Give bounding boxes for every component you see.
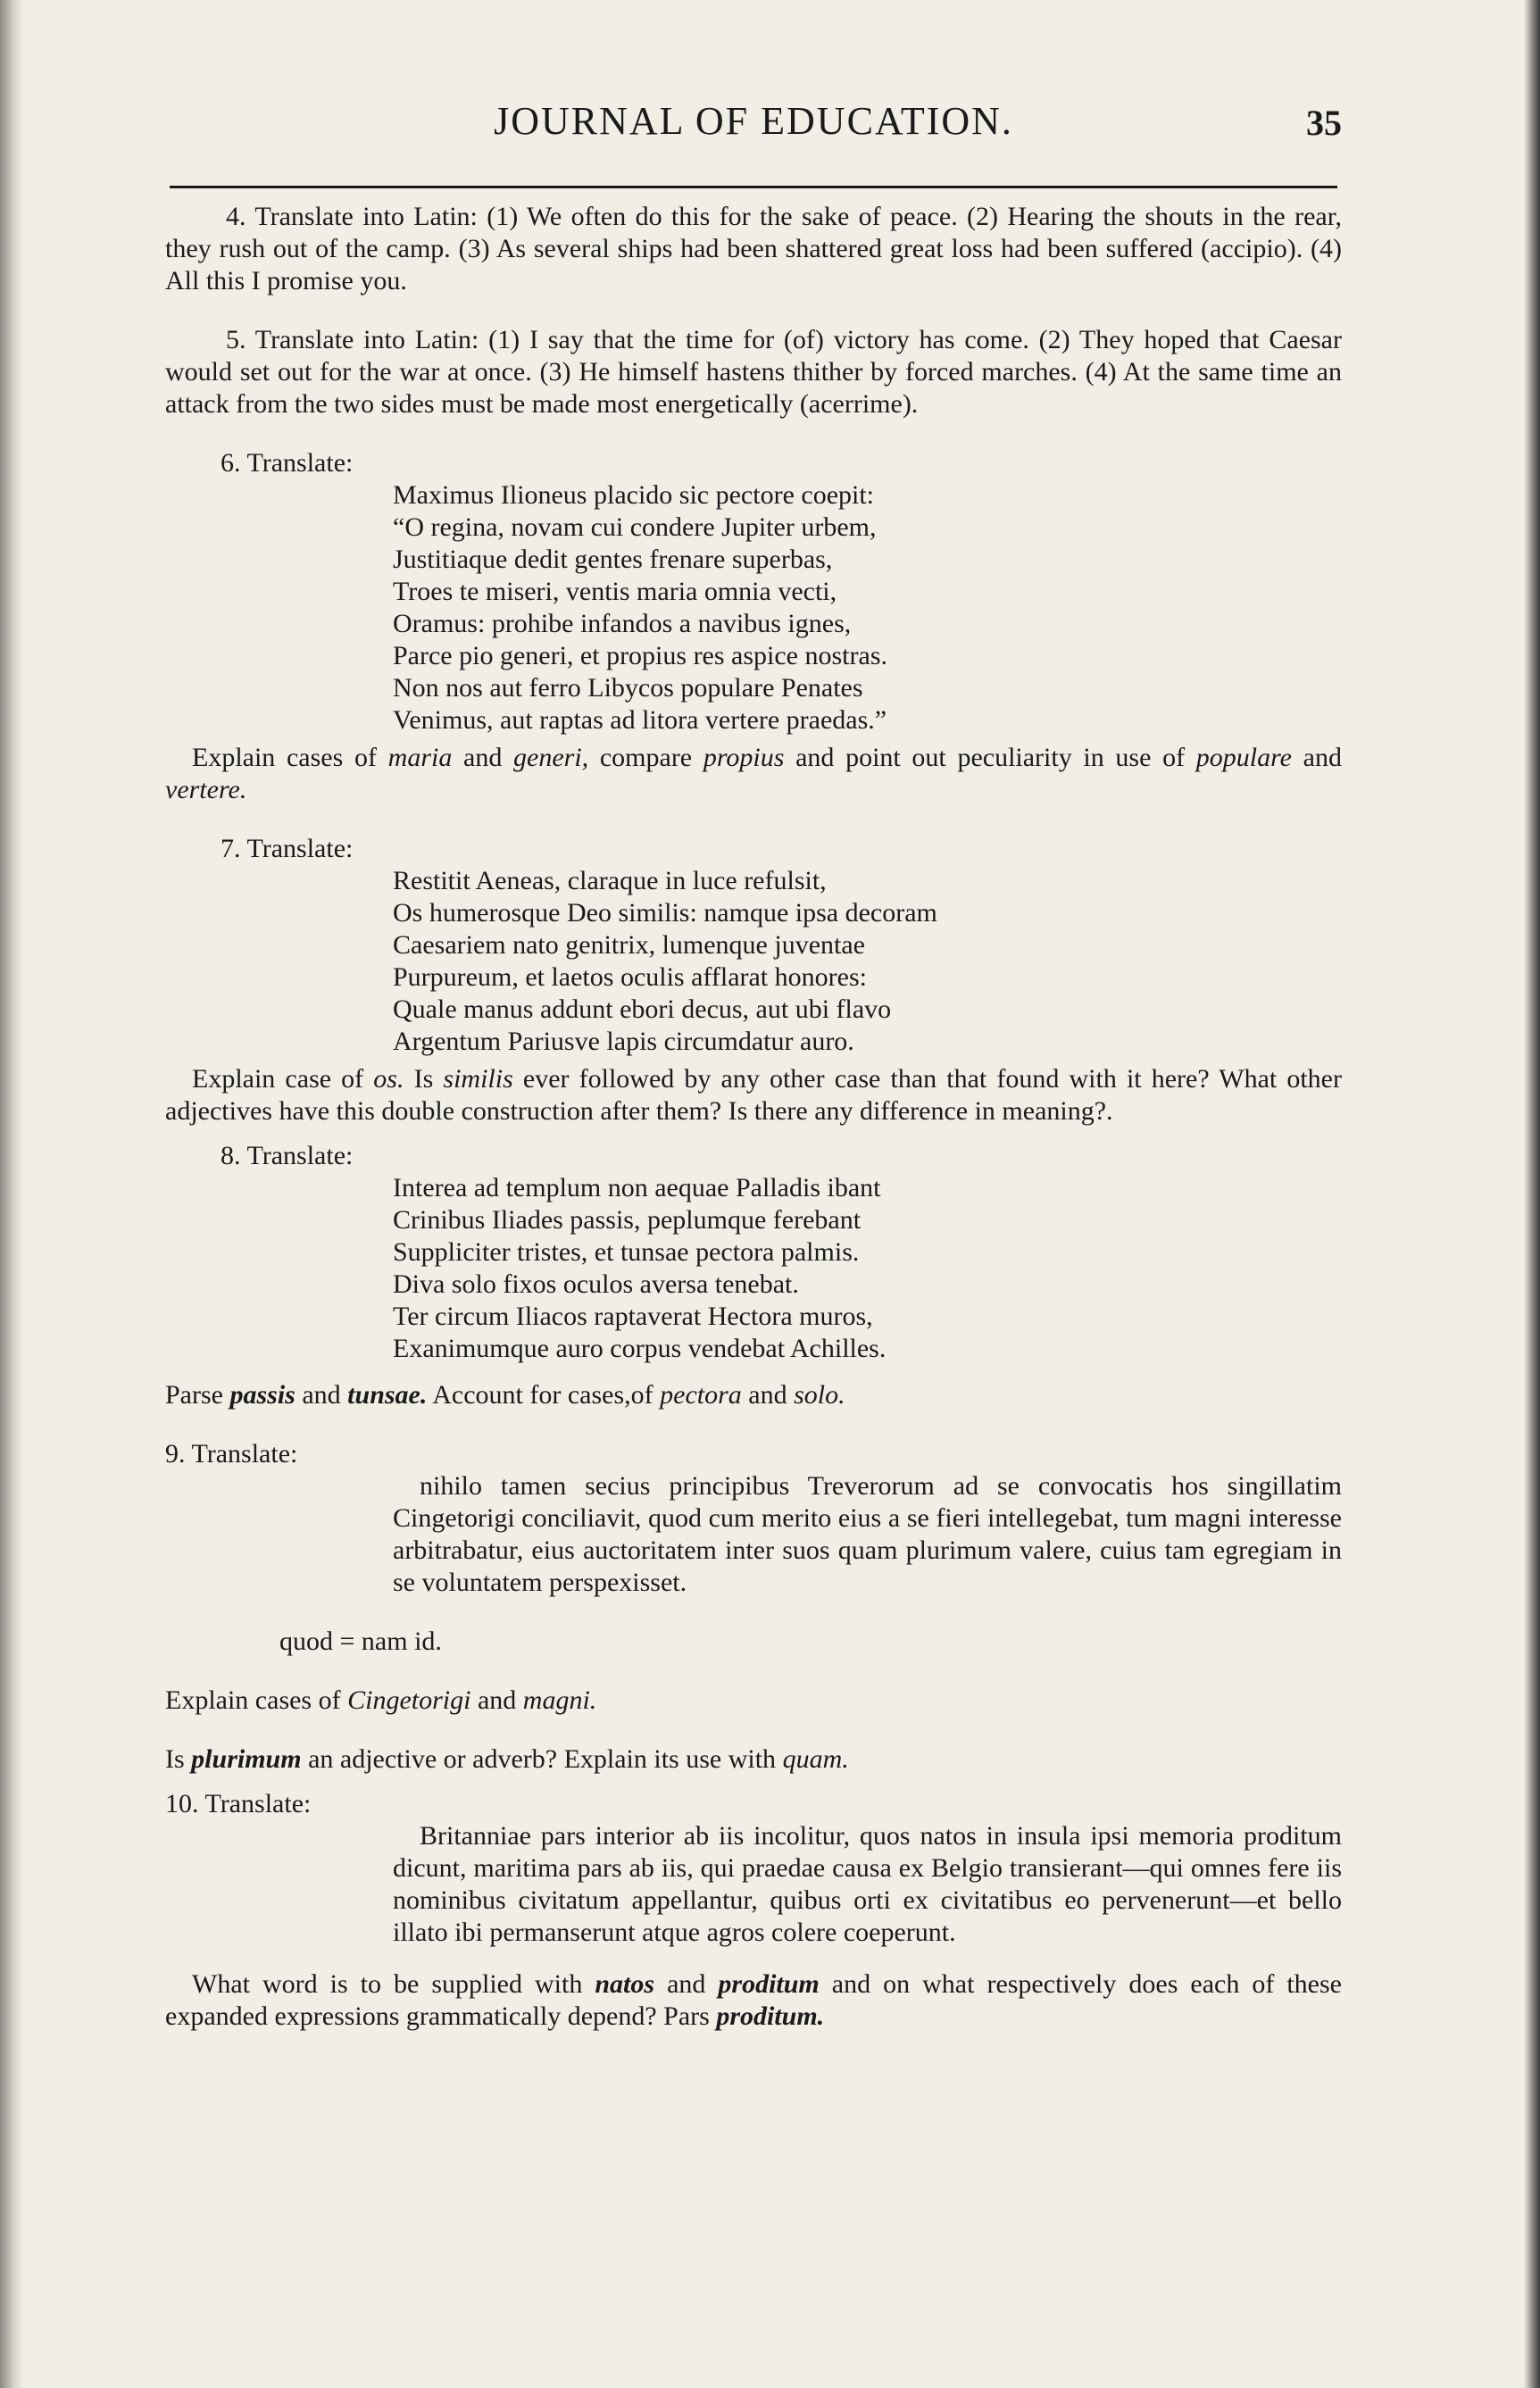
- verse-line: Restitit Aeneas, claraque in luce refulsit,: [393, 866, 827, 895]
- question-number: 7.: [221, 834, 241, 863]
- verse-line: Justitiaque dedit gentes frenare superbas,: [393, 545, 833, 574]
- grammar-question: [165, 1685, 1342, 1717]
- question-text: Parse: [165, 1380, 230, 1410]
- verse-line: Exanimumque auro corpus vendebat Achilles.: [393, 1334, 887, 1363]
- verse-line: Troes te miseri, ventis maria omnia vecti,: [393, 577, 837, 606]
- latin-term: generi,: [513, 743, 589, 772]
- question-text: and: [295, 1380, 348, 1410]
- question-text: and: [741, 1380, 795, 1410]
- question-text: and point out peculiarity in use of: [784, 743, 1196, 772]
- latin-term: propius: [703, 743, 785, 772]
- latin-verse: [393, 865, 1342, 1058]
- grammar-question: [165, 1743, 1342, 1776]
- latin-term: passis: [229, 1380, 296, 1410]
- question-heading: [165, 1438, 1342, 1470]
- question-heading: [221, 833, 1342, 865]
- verse-line: Ter circum Iliacos raptaverat Hectora muros,: [393, 1302, 873, 1331]
- gloss-note: quod = nam id.: [279, 1627, 442, 1656]
- verse-line: Argentum Pariusve lapis circumdatur auro.: [393, 1027, 854, 1056]
- page-number: 35: [1306, 103, 1342, 143]
- latin-term: similis: [443, 1064, 513, 1094]
- question-heading: [221, 1140, 1342, 1172]
- question-text: and: [470, 1685, 523, 1715]
- verse-line: Interea ad templum non aequae Palladis ibant: [393, 1173, 881, 1202]
- question-number: 8.: [221, 1141, 241, 1170]
- question-number: 6.: [221, 448, 241, 478]
- latin-term: proditum: [718, 1969, 820, 1999]
- question-text: and: [452, 743, 514, 772]
- latin-term: vertere.: [165, 775, 247, 804]
- question-6: [165, 447, 1342, 806]
- verse-line: Oramus: prohibe infandos a navibus ignes,: [393, 609, 852, 638]
- verse-line: Quale manus addunt ebori decus, aut ubi flavo: [393, 994, 892, 1024]
- question-text: ever followed by any other case than that found with it here? What other adjectives have this double construction after them? Is there any difference in meaning?.: [165, 1064, 1342, 1126]
- latin-verse: [393, 1172, 1342, 1365]
- question-text: and: [1291, 743, 1342, 772]
- latin-term: maria: [387, 743, 453, 772]
- latin-term: proditum.: [716, 2001, 825, 2031]
- latin-term: tunsae.: [347, 1380, 428, 1410]
- latin-verse: [393, 479, 1342, 736]
- question-text: compare: [588, 743, 703, 772]
- latin-term: os.: [373, 1064, 404, 1094]
- page-edge-shadow: [1524, 0, 1540, 2388]
- question-4: [165, 201, 1342, 297]
- question-5: [165, 324, 1342, 420]
- verse-line: Crinibus Iliades passis, peplumque ferebant: [393, 1205, 862, 1235]
- question-heading: [221, 447, 1342, 479]
- latin-term: magni.: [522, 1685, 597, 1715]
- grammar-question: [165, 1968, 1342, 2033]
- question-9: [165, 1438, 1342, 1776]
- question-text: Translate into Latin: (1) I say that the time for (of) victory has come. (2) They hoped that Caesar would set out for the war at once. (3) He himself hastens thither by forced marches. (4) At the same time an attack from the two sides must be made most energetically (acerrime).: [165, 325, 1342, 419]
- question-text: Is: [165, 1744, 192, 1774]
- question-8: [165, 1140, 1342, 1411]
- question-7: [165, 833, 1342, 1127]
- translate-label: Translate:: [191, 1439, 298, 1469]
- verse-line: Venimus, aut raptas ad litora vertere praedas.”: [393, 705, 887, 735]
- latin-term: populare: [1195, 743, 1292, 772]
- verse-line: Diva solo fixos oculos aversa tenebat.: [393, 1269, 799, 1299]
- question-10: [165, 1788, 1342, 2033]
- question-number: 5.: [226, 325, 246, 354]
- page-body: [165, 201, 1342, 2033]
- question-heading: [165, 1788, 1342, 1820]
- question-text: and on what respectively does each of these expanded expressions grammatically depend? Pars: [165, 1969, 1342, 2031]
- latin-term: plurimum: [191, 1744, 302, 1774]
- running-header: [165, 82, 1342, 162]
- question-text: Explain case of: [192, 1064, 374, 1094]
- verse-line: Caesariem nato genitrix, lumenque juventae: [393, 930, 865, 960]
- question-text: and: [654, 1969, 719, 1999]
- question-text: Translate into Latin: (1) We often do this for the sake of peace. (2) Hearing the shouts in the rear, they rush out of the camp. (3) As several ships had been shattered great loss had been suffered (accipio). (4) All this I promise you.: [165, 202, 1342, 295]
- question-number: 4.: [226, 202, 246, 231]
- question-text: an adjective or adverb? Explain its use with: [301, 1744, 783, 1774]
- latin-prose-extract: Britanniae pars interior ab iis incolitur, quos natos in insula ipsi memoria proditum dicunt, maritima pars ab iis, qui praedae causa ex Belgio transierant—qui omnes fere iis nominibus civitatum appellantur, quibus orti ex civitatibus eo pervenerunt—et bello illato ibi permanserunt atque agros colere coeperunt.: [393, 1821, 1342, 1947]
- translate-label: Translate:: [246, 448, 354, 478]
- question-text: Explain cases of: [192, 743, 388, 772]
- question-text: Explain cases of: [165, 1685, 348, 1715]
- translate-label: Translate:: [204, 1789, 312, 1818]
- latin-term: solo.: [794, 1380, 845, 1410]
- verse-line: Parce pio generi, et propius res aspice nostras.: [393, 641, 887, 670]
- grammar-question: [165, 742, 1342, 806]
- verse-line: Os humerosque Deo similis: namque ipsa decoram: [393, 898, 937, 928]
- latin-term: natos: [595, 1969, 655, 1999]
- latin-term: Cingetorigi: [347, 1685, 471, 1715]
- translate-label: Translate:: [246, 834, 354, 863]
- journal-title: JOURNAL OF EDUCATION.: [494, 99, 1013, 143]
- question-text: Account for cases,of: [427, 1380, 661, 1410]
- question-text: Is: [404, 1064, 444, 1094]
- grammar-question: [165, 1063, 1342, 1127]
- question-number: 10.: [165, 1789, 199, 1818]
- verse-line: Purpureum, et laetos oculis afflarat honores:: [393, 962, 867, 992]
- latin-term: quam.: [782, 1744, 849, 1774]
- grammar-question: [165, 1379, 1342, 1411]
- latin-term: pectora: [660, 1380, 742, 1410]
- verse-line: Non nos aut ferro Libycos populare Penates: [393, 673, 863, 703]
- header-rule: [170, 186, 1337, 188]
- question-number: 9.: [165, 1439, 186, 1469]
- verse-line: “O regina, novam cui condere Jupiter urbem,: [393, 512, 877, 542]
- verse-line: Maximus Ilioneus placido sic pectore coepit:: [393, 480, 875, 510]
- question-text: What word is to be supplied with: [192, 1969, 595, 1999]
- translate-label: Translate:: [246, 1141, 354, 1170]
- verse-line: Suppliciter tristes, et tunsae pectora palmis.: [393, 1237, 860, 1267]
- page-gutter-shadow: [0, 0, 23, 2388]
- latin-prose-extract: nihilo tamen secius principibus Treverorum ad se convocatis hos singillatim Cingetorigi conciliavit, quod cum merito eius a se fieri intellegebat, tum magni interesse arbitrabatur, eius auctoritatem inter suos quam plurimum valere, cuius tam egregiam in se voluntatem perspexisset.: [393, 1471, 1342, 1597]
